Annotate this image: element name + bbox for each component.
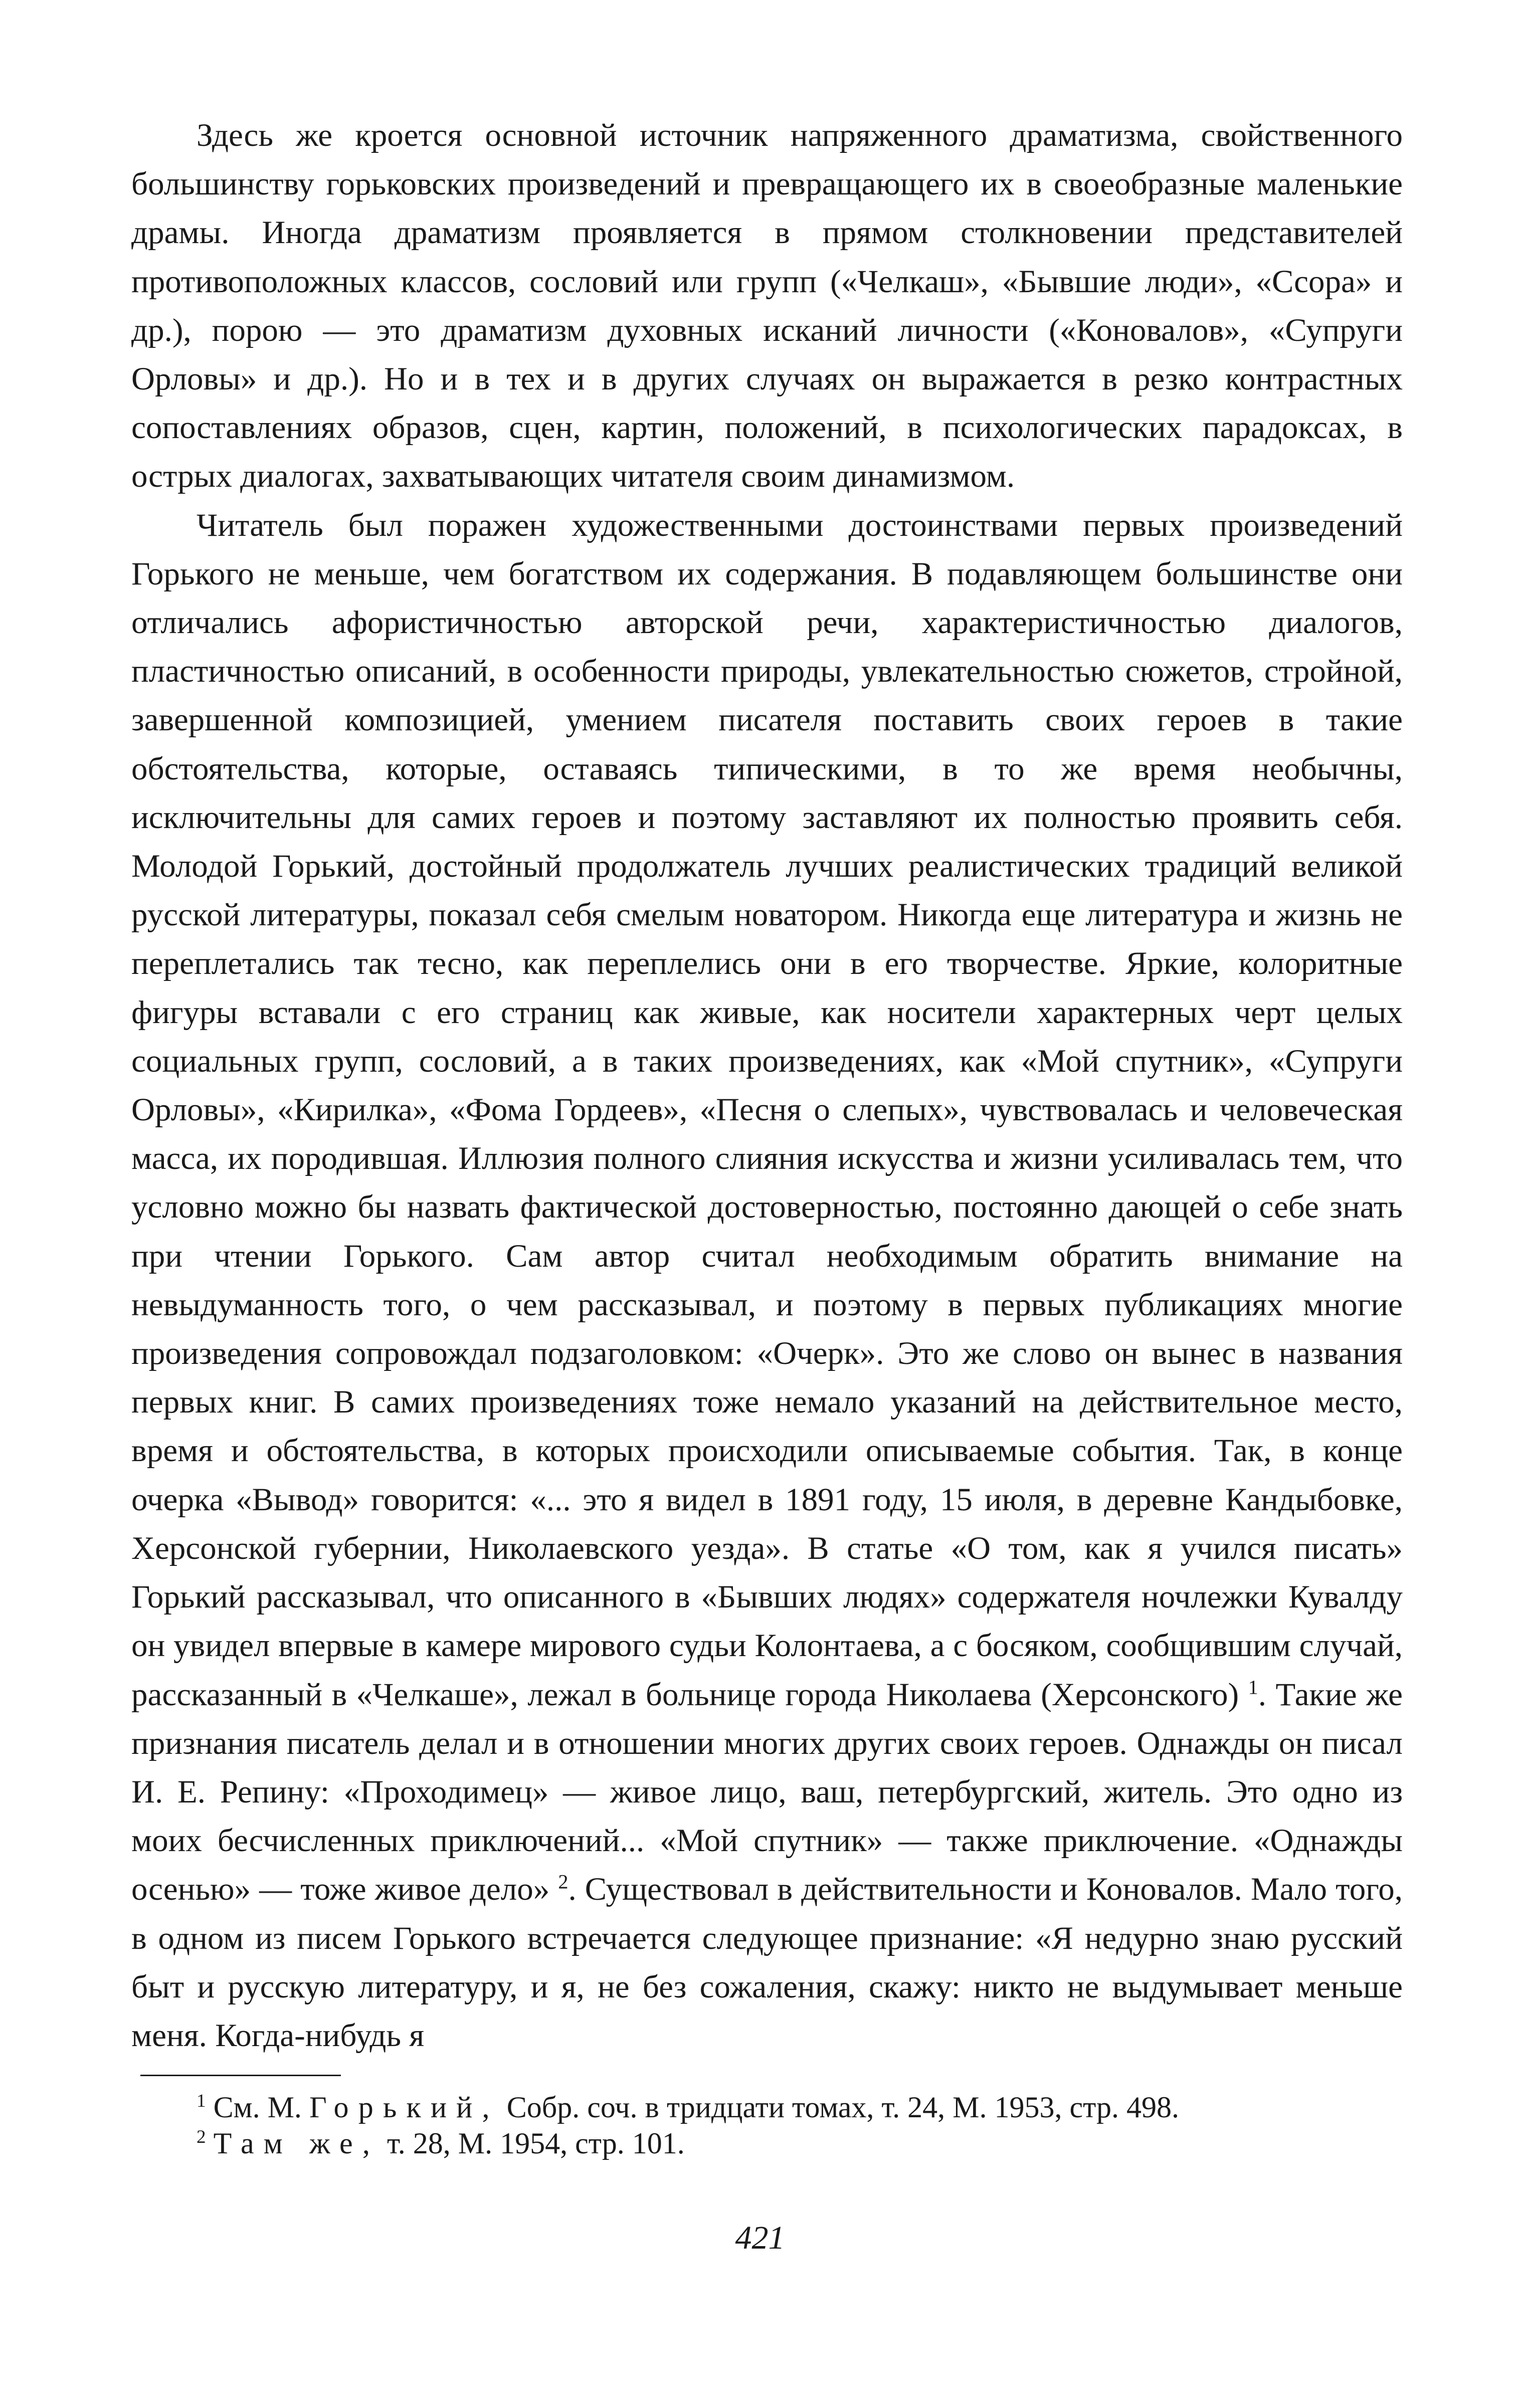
- footnote-2: [131, 2125, 1403, 2161]
- footnote-ref-1: 1: [1248, 1675, 1258, 1698]
- page-number: 421: [735, 2220, 785, 2256]
- main-text: [131, 111, 1403, 2060]
- footnote-1-mark: 1: [197, 2091, 206, 2111]
- paragraph-2: [131, 501, 1403, 2061]
- footnote-2-ibid: Там же,: [213, 2127, 380, 2160]
- footnotes: [131, 2089, 1403, 2161]
- footnote-divider: [140, 2075, 341, 2076]
- paragraph-2-part-2: . Такие же признания писатель делал и в отношении многих других своих героев. Однажды он писал И. Е. Репину: «Проходимец» — живое лицо, ваш, петербургский, житель. Это одно из моих бесчисленных приключений... «Мой спутник» — также приключение. «Однажды осенью» — тоже живое дело»: [131, 1676, 1403, 1908]
- footnote-1-prefix: См. М.: [213, 2091, 302, 2124]
- paragraph-2-part-3: . Существовал в действительности и Коновалов. Мало того, в одном из писем Горького встречается следующее признание: «Я недурно знаю русский быт и русскую литературу, и я, не без сожаления, скажу: никто не выдумывает меньше меня. Когда-нибудь я: [131, 1871, 1403, 2054]
- footnote-1-source: Собр. соч. в тридцати томах, т. 24, М. 1953, стр. 498.: [506, 2091, 1180, 2124]
- footnote-1: [131, 2089, 1403, 2125]
- footnote-2-source: т. 28, М. 1954, стр. 101.: [387, 2127, 685, 2160]
- paragraph-1: Здесь же кроется основной источник напряженного драматизма, свойственного большинству горьковских произведений и превращающего их в своеобразные маленькие драмы. Иногда драматизм проявляется в прямом столкновении представителей противоположных классов, сословий или групп («Челкаш», «Бывшие люди», «Ссора» и др.), порою — это драматизм духовных исканий личности («Коновалов», «Супруги Орловы» и др.). Но и в тех и в других случаях он выражается в резко контрастных сопоставлениях образов, сцен, картин, положений, в психологических парадоксах, в острых диалогах, захватывающих читателя своим динамизмом.: [131, 117, 1403, 495]
- paragraph-2-part-1: Читатель был поражен художественными достоинствами первых произведений Горького не меньше, чем богатством их содержания. В подавляющем большинстве они отличались афористичностью авторской речи, характеристичностью диалогов, пластичностью описаний, в особенности природы, увлекательностью сюжетов, стройной, завершенной композицией, умением писателя поставить своих героев в такие обстоятельства, которые, оставаясь типическими, в то же время необычны, исключительны для самих героев и поэтому заставляют их полностью проявить себя. Молодой Горький, достойный продолжатель лучших реалистических традиций великой русской литературы, показал себя смелым новатором. Никогда еще литература и жизнь не переплетались так тесно, как переплелись они в его творчестве. Яркие, колоритные фигуры вставали с его страниц как живые, как носители характерных черт целых социальных групп, сословий, а в таких произведениях, как «Мой спутник», «Супруги Орловы», «Кирилка», «Фома Гордеев», «Песня о слепых», чувствовалась и человеческая масса, их породившая. Иллюзия полного слияния искусства и жизни усиливалась тем, что условно можно бы назвать фактической достоверностью, постоянно дающей о себе знать при чтении Горького. Сам автор считал необходимым обратить внимание на невыдуманность того, о чем рассказывал, и поэтому в первых публикациях многие произведения сопровождал подзаголовком: «Очерк». Это же слово он вынес в названия первых книг. В самих произведениях тоже немало указаний на действительное место, время и обстоятельства, в которых происходили описываемые события. Так, в конце очерка «Вывод» говорится: «... это я видел в 1891 году, 15 июля, в деревне Кандыбовке, Херсонской губернии, Николаевского уезда». В статье «О том, как я учился писать» Горький рассказывал, что описанного в «Бывших людях» содержателя ночлежки Кувалду он увидел впервые в камере мирового судьи Колонтаева, а с босяком, сообщившим случай, рассказанный в «Челкаше», лежал в больнице города Николаева (Херсонского): [131, 507, 1403, 1713]
- footnote-ref-2: 2: [558, 1870, 568, 1893]
- footnote-2-mark: 2: [197, 2127, 206, 2147]
- footnote-1-author: Горький,: [309, 2091, 499, 2124]
